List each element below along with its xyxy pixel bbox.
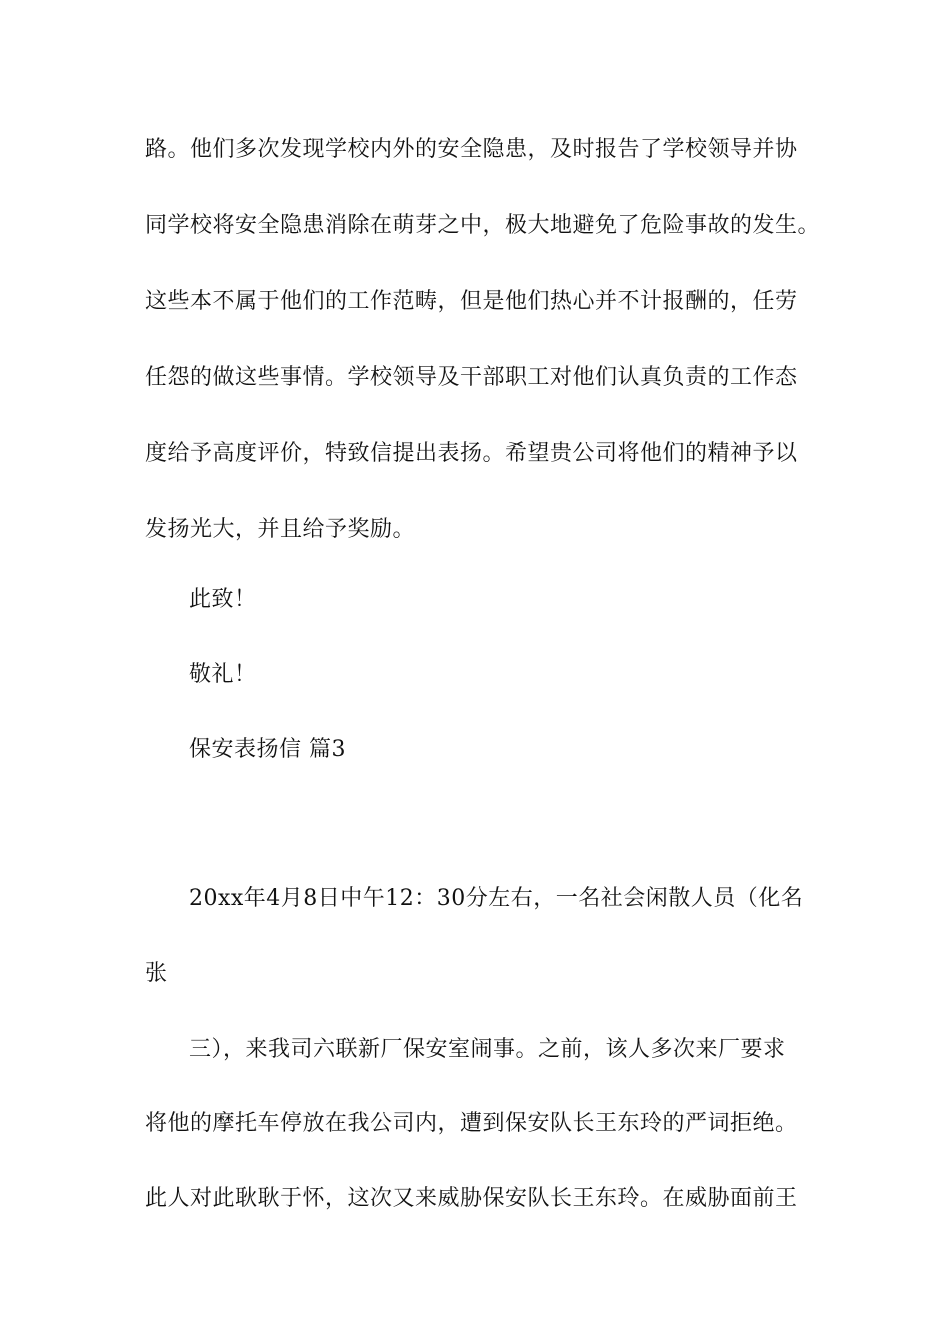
paragraph-line: 张 bbox=[145, 961, 168, 986]
closing-salutation: 此致！ bbox=[189, 587, 257, 612]
paragraph-line: 发扬光大，并且给予奖励。 bbox=[145, 517, 416, 542]
paragraph-line: 三），来我司六联新厂保安室闹事。之前，该人多次来厂要求 bbox=[189, 1037, 786, 1062]
paragraph-line: 将他的摩托车停放在我公司内，遭到保安队长王东玲的严词拒绝。 bbox=[145, 1111, 798, 1136]
paragraph-line: 路。他们多次发现学校内外的安全隐患，及时报告了学校领导并协 bbox=[145, 137, 798, 162]
paragraph-line: 度给予高度评价，特致信提出表扬。希望贵公司将他们的精神予以 bbox=[145, 441, 798, 466]
closing-regards: 敬礼！ bbox=[189, 662, 257, 687]
paragraph-line: 任怨的做这些事情。学校领导及干部职工对他们认真负责的工作态 bbox=[145, 365, 798, 390]
section-heading: 保安表扬信 篇3 bbox=[189, 737, 346, 762]
paragraph-line: 这些本不属于他们的工作范畴，但是他们热心并不计报酬的，任劳 bbox=[145, 289, 798, 314]
paragraph-line: 20xx年4月8日中午12：30分左右，一名社会闲散人员（化名 bbox=[189, 886, 804, 911]
paragraph-line: 同学校将安全隐患消除在萌芽之中，极大地避免了危险事故的发生。 bbox=[145, 213, 821, 238]
paragraph-line: 此人对此耿耿于怀，这次又来威胁保安队长王东玲。在威胁面前王 bbox=[145, 1186, 798, 1211]
